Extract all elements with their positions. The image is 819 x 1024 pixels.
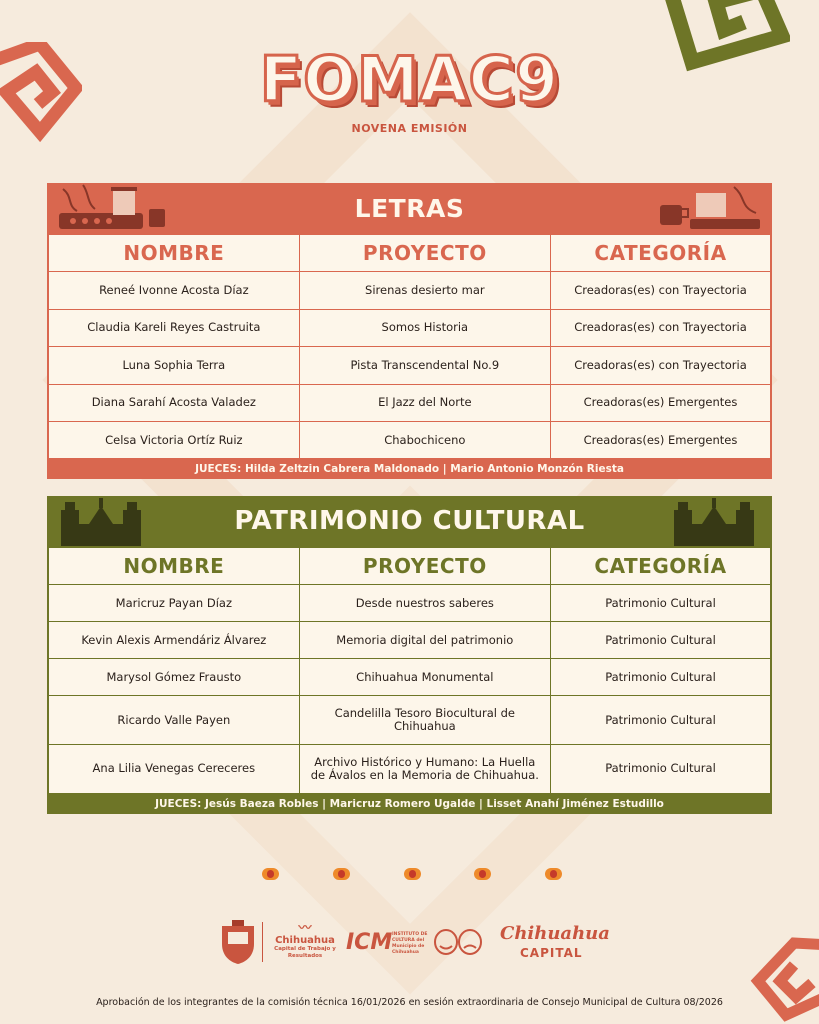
patrimonio-title: PATRIMONIO CULTURAL <box>234 506 585 536</box>
dot-icon <box>474 868 491 880</box>
icm-name: INSTITUTO DE CULTURA del Municipio de Chihuahua <box>392 932 428 955</box>
cell-proyecto: Somos Historia <box>299 309 550 347</box>
cathedral-icon <box>53 496 153 547</box>
cell-nombre: Ricardo Valle Payen <box>48 696 299 745</box>
event-logo <box>0 40 819 135</box>
table-row <box>48 347 771 385</box>
cell-proyecto: Chabochiceno <box>299 422 550 460</box>
table-row <box>48 422 771 460</box>
dot-icon <box>404 868 421 880</box>
cell-proyecto: Pista Transcendental No.9 <box>299 347 550 385</box>
municipio-logo <box>268 922 342 960</box>
cell-nombre: Maricruz Payan Díaz <box>48 585 299 622</box>
municipio-tagline: Capital de Trabajo y Resultados <box>274 946 336 959</box>
cell-categoria: Patrimonio Cultural <box>550 622 771 659</box>
coat-of-arms-icon <box>218 920 258 966</box>
decorative-dots <box>262 868 562 880</box>
cell-nombre: Celsa Victoria Ortíz Ruiz <box>48 422 299 460</box>
cell-categoria: Creadoras(es) Emergentes <box>550 384 771 422</box>
theater-masks-icon <box>432 928 486 956</box>
cell-nombre: Claudia Kareli Reyes Castruita <box>48 309 299 347</box>
table-row <box>48 696 771 745</box>
icm-logo: ICM <box>346 930 393 955</box>
cell-categoria: Patrimonio Cultural <box>550 745 771 794</box>
table-row <box>48 272 771 310</box>
cell-proyecto: El Jazz del Norte <box>299 384 550 422</box>
cathedral-icon <box>666 496 766 547</box>
letras-header <box>47 183 772 234</box>
coffee-books-icon <box>656 183 766 234</box>
cell-proyecto: Archivo Histórico y Humano: La Huella de Ávalos en la Memoria de Chihuahua. <box>299 745 550 794</box>
municipio-name: Chihuahua <box>275 935 335 946</box>
cell-categoria: Patrimonio Cultural <box>550 696 771 745</box>
column-header-proyecto: PROYECTO <box>299 548 550 585</box>
cell-nombre: Ana Lilia Venegas Cereceres <box>48 745 299 794</box>
column-header-proyecto: PROYECTO <box>299 235 550 272</box>
patrimonio-judges: JUECES: Jesús Baeza Robles | Maricruz Romero Ugalde | Lisset Anahí Jiménez Estudillo <box>47 795 772 814</box>
dot-icon <box>545 868 562 880</box>
cell-categoria: Patrimonio Cultural <box>550 585 771 622</box>
column-header-categoria: CATEGORÍA <box>550 548 771 585</box>
sponsor-logos <box>0 918 819 968</box>
footer-note: Aprobación de los integrantes de la comisión técnica 16/01/2026 en sesión extraordinaria de Consejo Municipal de Cultura 08/2026 <box>96 997 723 1008</box>
patrimonio-table <box>47 547 772 795</box>
column-header-nombre: NOMBRE <box>48 235 299 272</box>
cell-nombre: Luna Sophia Terra <box>48 347 299 385</box>
table-row <box>48 745 771 794</box>
column-header-categoria: CATEGORÍA <box>550 235 771 272</box>
logo-subtitle: NOVENA EMISIÓN <box>351 122 468 135</box>
table-row <box>48 622 771 659</box>
cell-nombre: Kevin Alexis Armendáriz Álvarez <box>48 622 299 659</box>
table-header-row <box>48 235 771 272</box>
table-row <box>48 384 771 422</box>
cell-categoria: Creadoras(es) con Trayectoria <box>550 347 771 385</box>
table-row <box>48 659 771 696</box>
table-header-row <box>48 548 771 585</box>
patrimonio-header <box>47 496 772 547</box>
cell-proyecto: Memoria digital del patrimonio <box>299 622 550 659</box>
cell-categoria: Creadoras(es) Emergentes <box>550 422 771 460</box>
column-header-nombre: NOMBRE <box>48 548 299 585</box>
table-row <box>48 585 771 622</box>
letras-table <box>47 234 772 460</box>
dot-icon <box>333 868 350 880</box>
logo-divider <box>262 922 263 962</box>
capital-label: CAPITAL <box>520 946 583 960</box>
cell-proyecto: Desde nuestros saberes <box>299 585 550 622</box>
municipio-mark-icon: 〰 <box>298 921 312 936</box>
cell-nombre: Reneé Ivonne Acosta Díaz <box>48 272 299 310</box>
cell-nombre: Diana Sarahí Acosta Valadez <box>48 384 299 422</box>
capital-script: Chihuahua <box>500 923 610 944</box>
letras-section <box>47 183 772 479</box>
typewriter-icon <box>53 183 173 234</box>
letras-title: LETRAS <box>354 194 465 223</box>
patrimonio-section <box>47 496 772 814</box>
cell-proyecto: Chihuahua Monumental <box>299 659 550 696</box>
cell-nombre: Marysol Gómez Frausto <box>48 659 299 696</box>
cell-proyecto: Candelilla Tesoro Biocultural de Chihuahua <box>299 696 550 745</box>
dot-icon <box>262 868 279 880</box>
cell-proyecto: Sirenas desierto mar <box>299 272 550 310</box>
cell-categoria: Creadoras(es) con Trayectoria <box>550 309 771 347</box>
table-row <box>48 309 771 347</box>
logo-title: FOMAC9 <box>259 43 560 116</box>
letras-judges: JUECES: Hilda Zeltzin Cabrera Maldonado | Mario Antonio Monzón Riesta <box>47 460 772 479</box>
cell-categoria: Creadoras(es) con Trayectoria <box>550 272 771 310</box>
cell-categoria: Patrimonio Cultural <box>550 659 771 696</box>
